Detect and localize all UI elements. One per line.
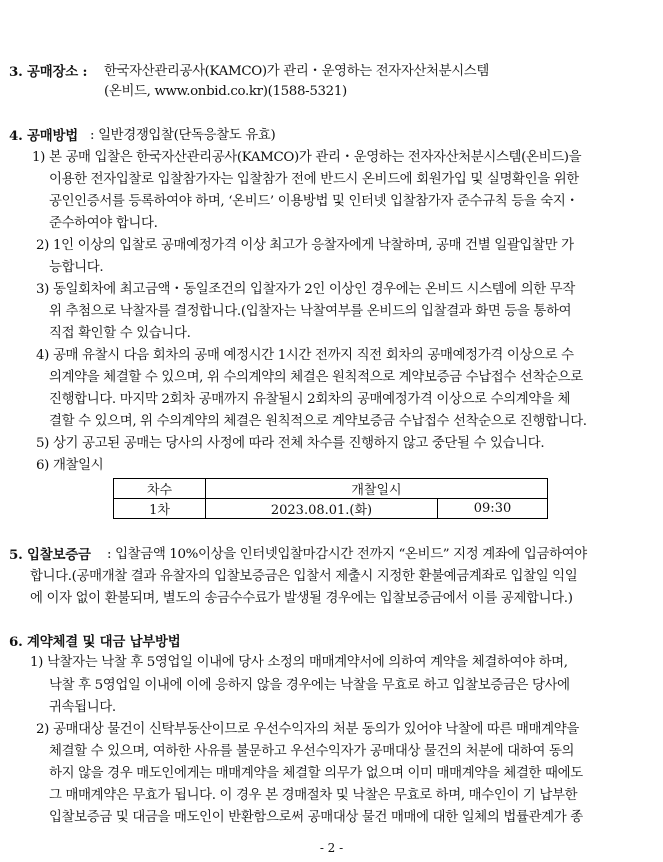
opening-schedule-table: [113, 478, 548, 519]
section-4-item-1-line-4: 준수하여야 합니다.: [49, 216, 158, 231]
section-6-heading: 6. 계약체결 및 대금 납부방법: [9, 634, 181, 650]
section-6-item-2-line-2: 체결할 수 있으며, 여하한 사유를 불문하고 우선수익자가 공매대상 물건의 처분에 대하여 동의: [49, 744, 575, 759]
section-4-item-1-line-1: 1) 본 공매 입찰은 한국자산관리공사(KAMCO)가 관리・운영하는 전자자산처분시스템(온비드)을: [32, 150, 582, 165]
table-row: [114, 499, 548, 519]
table-cell-round: 1차: [114, 499, 206, 519]
section-5-heading: 5. 입찰보증금: [9, 547, 91, 563]
section-6-item-1-line-1: 1) 낙찰자는 낙찰 후 5영업일 이내에 당사 소정의 매매계약서에 의하여 계약을 체결하여야 하며,: [30, 655, 568, 670]
section-4-item-1-line-3: 공인인증서를 등록하여야 하며, ‘온비드’ 이용방법 및 인터넷 입찰참가자 준수규칙 등을 숙지・: [49, 194, 579, 209]
table-header-row: [114, 479, 548, 499]
section-6-item-1-line-2: 낙찰 후 5영업일 이내에 이에 응하지 않을 경우에는 낙찰을 무효로 하고 입찰보증금은 당사에: [49, 678, 570, 693]
table-header-opening-date: 개찰일시: [206, 479, 548, 499]
section-4-item-6: 6) 개찰일시: [36, 458, 104, 473]
section-4-item-2-line-1: 2) 1인 이상의 입찰로 공매예정가격 이상 최고가 응찰자에게 낙찰하며, 공매 건별 일괄입찰만 가: [36, 238, 574, 253]
section-4-item-4-line-3: 진행합니다. 마지막 2회차 공매까지 유찰될시 2회차의 공매예정가격 이상으로 수의계약을 체: [49, 392, 571, 407]
table-cell-date: 2023.08.01.(화): [206, 499, 438, 519]
table-header-round: 차수: [114, 479, 206, 499]
section-6-item-1-line-3: 귀속됩니다.: [49, 700, 116, 715]
section-3-text-line-1: 한국자산관리공사(KAMCO)가 관리・운영하는 전자자산처분시스템: [104, 64, 489, 79]
section-5-line-2: 합니다.(공매개찰 결과 유찰자의 입찰보증금은 입찰서 제출시 지정한 환불예금계좌로 입찰일 익일: [30, 569, 578, 584]
table-cell-time: 09:30: [438, 499, 548, 519]
section-4-heading: 4. 공매방법: [9, 128, 78, 144]
section-3-text-line-2: (온비드, www.onbid.co.kr)(1588-5321): [104, 84, 347, 99]
section-3-heading: 3. 공매장소 :: [9, 64, 88, 80]
section-6-item-2-line-4: 그 매매계약은 무효가 됩니다. 이 경우 본 경매절차 및 낙찰은 무효로 하며, 매수인이 기 납부한: [49, 788, 578, 803]
page-number: - 2 -: [319, 841, 344, 855]
section-4-item-4-line-4: 결할 수 있으며, 위 수의계약의 체결은 원칙적으로 계약보증금 수납접수 선착순으로 진행합니다.: [49, 414, 587, 429]
section-4-item-5: 5) 상기 공고된 공매는 당사의 사정에 따라 전체 차수를 진행하지 않고 중단될 수 있습니다.: [36, 436, 545, 451]
section-5-line-3: 에 이자 없이 환불되며, 별도의 송금수수료가 발생될 경우에는 입찰보증금에서 이를 공제합니다.): [30, 591, 573, 606]
section-4-item-3-line-3: 직접 확인할 수 있습니다.: [49, 326, 191, 341]
section-4-item-3-line-2: 위 추첨으로 낙찰자를 결정합니다.(입찰자는 낙찰여부를 온비드의 입찰결과 화면 등을 통하여: [49, 304, 572, 319]
section-4-item-3-line-1: 3) 동일회차에 최고금액・동일조건의 입찰자가 2인 이상인 경우에는 온비드 시스템에 의한 무작: [36, 282, 575, 297]
section-4-item-1-line-2: 이용한 전자입찰로 입찰참가자는 입찰참가 전에 반드시 온비드에 회원가입 및 실명확인을 위한: [49, 172, 579, 187]
section-4-item-4-line-1: 4) 공매 유찰시 다음 회차의 공매 예정시간 1시간 전까지 직전 회차의 공매예정가격 이상으로 수: [36, 348, 574, 363]
section-4-item-4-line-2: 의계약을 체결할 수 있으며, 위 수의계약의 체결은 원칙적으로 계약보증금 수납접수 선착순으로: [49, 370, 583, 385]
section-6-item-2-line-3: 하지 않을 경우 매도인에게는 매매계약을 체결할 의무가 없으며 이미 매매계약을 체결한 때에도: [49, 766, 583, 781]
section-5-line-1: : 입찰금액 10%이상을 인터넷입찰마감시간 전까지 “온비드” 지정 계좌에 입금하여야: [107, 547, 587, 562]
section-6-item-2-line-5: 입찰보증금 및 대금을 매도인이 반환함으로써 공매대상 물건 매매에 대한 일체의 법률관계가 종: [49, 810, 583, 825]
section-6-item-2-line-1: 2) 공매대상 물건이 신탁부동산이므로 우선수익자의 처분 동의가 있어야 낙찰에 따른 매매계약을: [36, 722, 579, 737]
section-4-heading-rest: : 일반경쟁입찰(단독응찰도 유효): [90, 128, 276, 143]
section-4-item-2-line-2: 능합니다.: [49, 260, 104, 275]
